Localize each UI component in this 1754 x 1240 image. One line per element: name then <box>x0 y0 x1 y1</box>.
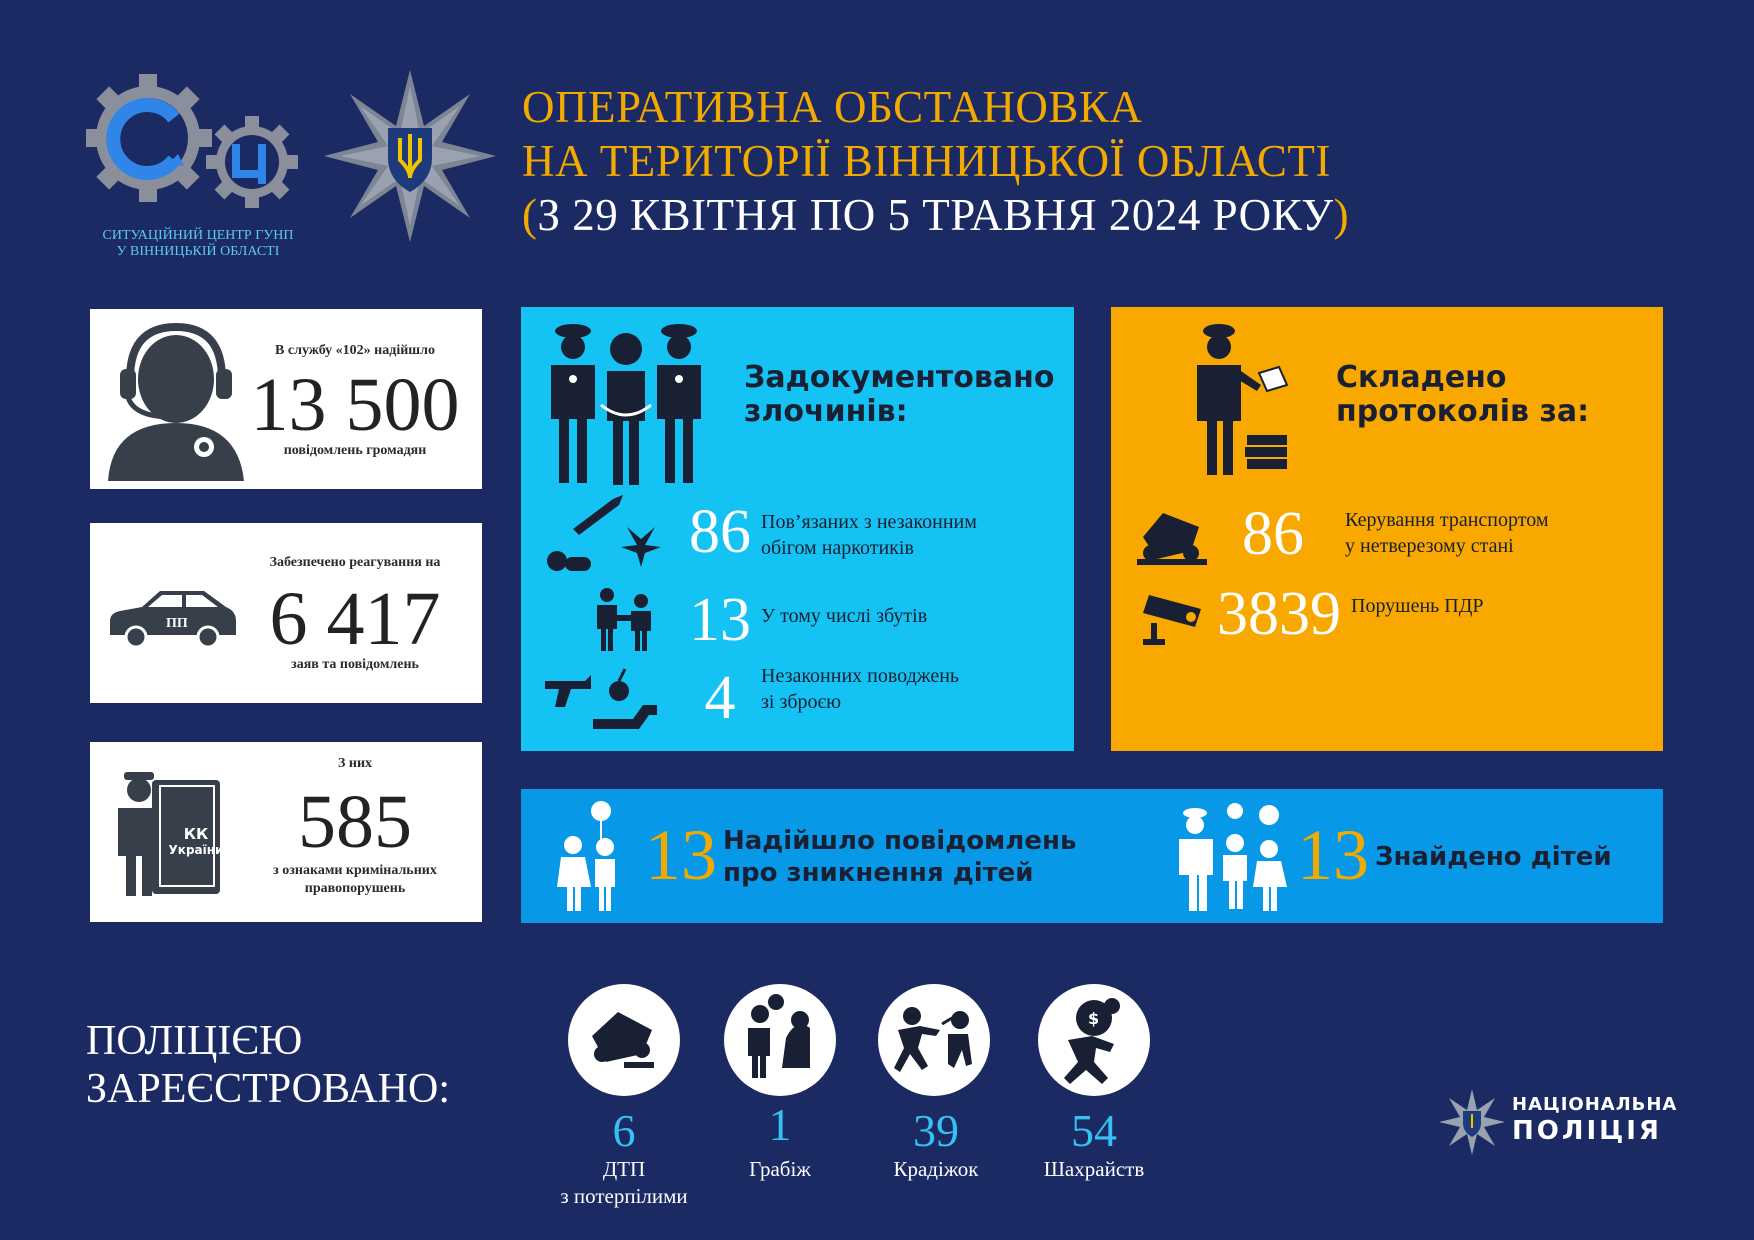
registered-title-line: ПОЛІЦІЄЮ <box>86 1018 303 1064</box>
crime-label <box>761 603 927 629</box>
registered-value: 54 <box>1071 1105 1117 1156</box>
missing-children-value: 13 <box>645 815 717 895</box>
national-police-text <box>1512 1094 1677 1146</box>
protocol-label-line: Керування транспортом <box>1345 509 1549 531</box>
registered-title <box>86 1017 450 1113</box>
police-emblem <box>322 68 498 244</box>
crimes-panel <box>521 307 1074 751</box>
responses-sublabel: заяв та повідомлень <box>291 657 419 672</box>
children-label-line: Надійшло повідомлень <box>723 826 1077 856</box>
protocol-label-line: у нетверезому стані <box>1345 535 1514 557</box>
paren-close: ) <box>1333 190 1350 240</box>
criminal-card <box>90 742 482 922</box>
registered-label-line: з потерпілими <box>560 1184 688 1208</box>
protocol-label-line: Порушень ПДР <box>1351 595 1484 617</box>
heading-line: Складено <box>1336 360 1507 395</box>
crime-value: 86 <box>689 498 751 566</box>
crime-label-line: У тому числі збутів <box>761 605 928 627</box>
title-dates-text: З 29 КВІТНЯ ПО 5 ТРАВНЯ 2024 РОКУ <box>537 190 1334 240</box>
police-star-icon <box>322 68 498 244</box>
crime-label-line: Пов’язаних з незаконним <box>761 511 977 533</box>
svg-text:$: $ <box>1088 1009 1100 1028</box>
registered-label-line: ДТП <box>602 1157 646 1181</box>
heading-line: протоколів за: <box>1336 394 1590 429</box>
caption-line: У ВІННИЦЬКІЙ ОБЛАСТІ <box>116 244 280 259</box>
car-crash-icon <box>568 984 680 1096</box>
crime-label-line: обігом наркотиків <box>761 537 914 559</box>
national-police-logo <box>1438 1088 1506 1156</box>
sublabel-line: правопорушень <box>304 881 406 896</box>
registered-value: 39 <box>913 1105 959 1156</box>
page-title <box>522 80 1349 242</box>
caption-line: СИТУАЦІЙНИЙ ЦЕНТР ГУНП <box>102 228 294 243</box>
protocols-panel <box>1111 307 1663 751</box>
registered-title-line: ЗАРЕЄСТРОВАНО: <box>86 1066 451 1112</box>
book-label <box>166 826 226 858</box>
responses-label: Забезпечено реагування на <box>269 555 441 570</box>
registered-label: Грабіж <box>749 1157 811 1181</box>
criminal-label: З них <box>337 756 373 771</box>
traffic-camera-icon <box>1141 589 1207 645</box>
heading-line: Задокументовано <box>744 360 1055 395</box>
paren-open: ( <box>522 190 538 240</box>
situation-center-caption <box>88 228 308 260</box>
police-arrest-icon <box>541 321 711 491</box>
children-balloon-icon <box>557 799 623 913</box>
criminal-value: 585 <box>298 780 412 864</box>
missing-children-label <box>723 825 1076 889</box>
crime-label-line: зі зброєю <box>761 691 842 713</box>
calls-label: В службу «102» надійшло <box>275 343 435 358</box>
crime-value: 13 <box>689 586 751 654</box>
drunk-driving-car-icon <box>1137 507 1207 567</box>
calls-card <box>90 309 482 489</box>
car-text: ПП <box>166 616 188 631</box>
situation-center-logo <box>86 72 306 222</box>
found-children-label: Знайдено дітей <box>1375 842 1612 872</box>
police-car-icon <box>106 587 238 651</box>
calls-sublabel: повідомлень громадян <box>283 443 427 458</box>
heading-line: злочинів: <box>744 394 908 429</box>
crimes-heading <box>744 361 1054 429</box>
gear-icon <box>86 72 306 222</box>
title-line: НА ТЕРИТОРІЇ ВІННИЦЬКОЇ ОБЛАСТІ <box>522 136 1331 186</box>
registered-value: 6 <box>612 1105 636 1156</box>
protocol-label <box>1351 593 1484 619</box>
crime-label-line: Незаконних поводжень <box>761 665 960 687</box>
protocol-value: 86 <box>1242 500 1304 568</box>
robbery-icon <box>724 984 836 1096</box>
operator-headset-icon <box>108 323 248 481</box>
registered-label: Шахрайств <box>1043 1157 1145 1181</box>
title-dates <box>522 188 1349 242</box>
crime-value: 4 <box>704 664 736 732</box>
police-officer-protocol-icon <box>1183 321 1293 477</box>
weapon-icon <box>543 663 663 735</box>
criminal-sublabel <box>230 862 480 898</box>
children-label-line: про зникнення дітей <box>723 858 1034 888</box>
sublabel-line: з ознаками кримінальних <box>273 863 437 878</box>
police-children-found-icon <box>1177 799 1287 913</box>
protocol-label <box>1345 507 1549 559</box>
book-line: України <box>168 843 224 857</box>
protocols-heading <box>1336 361 1589 429</box>
np-line: НАЦІОНАЛЬНА <box>1512 1094 1678 1115</box>
found-children-value: 13 <box>1297 815 1369 895</box>
children-panel <box>521 789 1663 923</box>
drugs-icon <box>543 495 663 579</box>
calls-value: 13 500 <box>250 363 460 447</box>
title-line: ОПЕРАТИВНА ОБСТАНОВКА <box>522 82 1143 132</box>
fraud-icon <box>1038 984 1150 1096</box>
registered-value: 1 <box>768 1099 792 1150</box>
crime-label <box>761 509 977 561</box>
responses-card <box>90 523 482 703</box>
protocol-value: 3839 <box>1217 580 1341 648</box>
responses-value: 6 417 <box>269 577 441 661</box>
theft-icon <box>878 984 990 1096</box>
police-star-icon <box>1438 1088 1506 1156</box>
book-line: КК <box>183 825 209 843</box>
np-line: ПОЛІЦІЯ <box>1512 1116 1662 1146</box>
crime-label <box>761 663 959 715</box>
drug-dealing-icon <box>593 587 657 651</box>
registered-label: Крадіжок <box>893 1157 979 1181</box>
